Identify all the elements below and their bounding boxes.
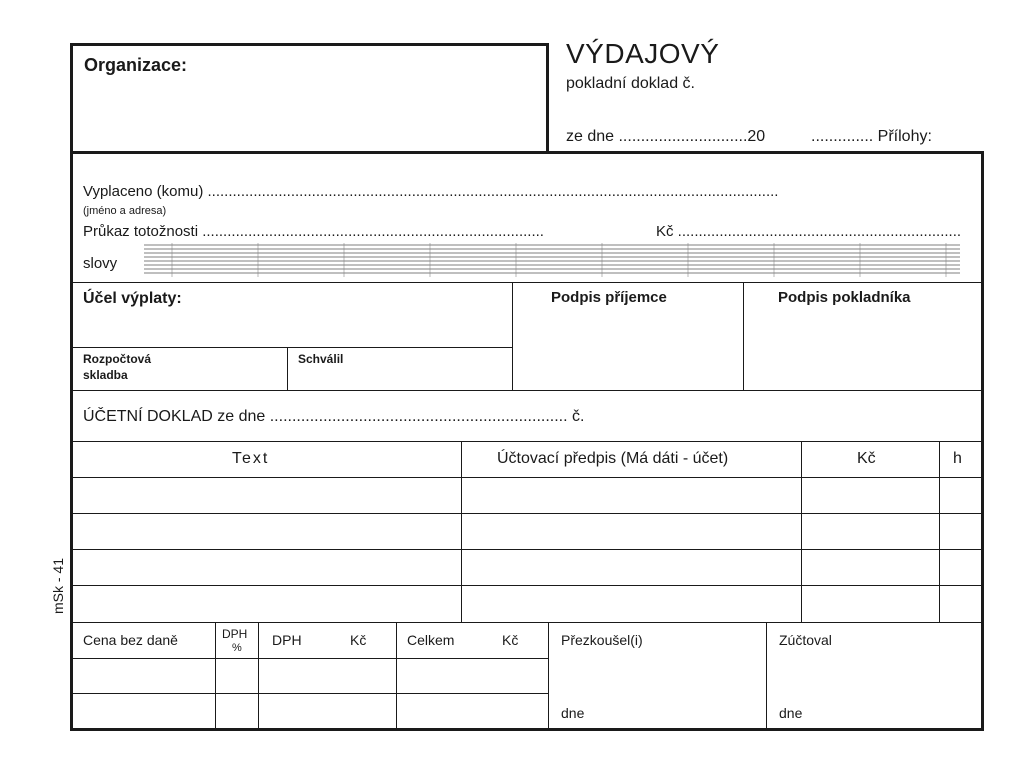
table-row-line bbox=[73, 585, 981, 586]
accounting-doc-line[interactable]: ÚČETNÍ DOKLAD ze dne ................................................................... č. bbox=[83, 408, 585, 425]
divider-signatures bbox=[743, 282, 744, 390]
checked-by-label: Přezkoušel(i) bbox=[561, 632, 643, 648]
footer-col-3 bbox=[396, 622, 397, 728]
price-without-tax-label: Cena bez daně bbox=[83, 632, 178, 648]
divider-budget-approved bbox=[287, 347, 288, 390]
table-col-line-2 bbox=[801, 441, 802, 622]
settled-label: Zúčtoval bbox=[779, 632, 832, 648]
table-col-line-3 bbox=[939, 441, 940, 622]
vat-pct-label-2: % bbox=[232, 642, 242, 654]
amount-field[interactable]: Kč .................................................................... bbox=[656, 223, 962, 240]
footer-row-line bbox=[73, 658, 548, 659]
date-line[interactable]: ze dne .............................20 bbox=[566, 128, 766, 145]
in-words-label: slovy bbox=[83, 255, 118, 272]
vat-label: DPH bbox=[272, 632, 302, 648]
divider-payee bbox=[73, 282, 981, 283]
table-row-line bbox=[73, 549, 981, 550]
table-col-line-1 bbox=[461, 441, 462, 622]
footer-col-4 bbox=[548, 622, 549, 728]
name-address-hint: (jméno a adresa) bbox=[83, 205, 167, 217]
footer-col-5 bbox=[766, 622, 767, 728]
document-title: VÝDAJOVÝ bbox=[566, 38, 720, 69]
table-row-line bbox=[73, 513, 981, 514]
divider-accounting bbox=[73, 390, 981, 391]
table-row-line bbox=[73, 477, 981, 478]
vat-pct-label-1: DPH bbox=[222, 627, 248, 641]
footer-row-line bbox=[73, 693, 548, 694]
divider-table-top bbox=[73, 441, 981, 442]
col-header-czk: Kč bbox=[857, 450, 876, 467]
settled-date-label: dne bbox=[779, 705, 803, 721]
form-code: mSk - 41 bbox=[50, 557, 67, 615]
approved-label: Schválil bbox=[298, 352, 344, 366]
col-header-posting: Účtovací předpis (Má dáti - účet) bbox=[497, 450, 729, 467]
footer-col-1 bbox=[215, 622, 216, 728]
paid-to-field[interactable]: Vyplaceno (komu) ......................................................................................................................................... bbox=[83, 183, 779, 200]
table-bottom-line bbox=[73, 622, 981, 623]
footer-col-2 bbox=[258, 622, 259, 728]
recipient-signature-label: Podpis příjemce bbox=[551, 289, 667, 306]
id-card-field[interactable]: Průkaz totožnosti .................................................................................. bbox=[83, 223, 544, 240]
budget-label-2: skladba bbox=[83, 368, 128, 382]
col-header-text: Text bbox=[232, 450, 270, 467]
total-label: Celkem bbox=[407, 632, 455, 648]
budget-label-1: Rozpočtová bbox=[83, 352, 152, 366]
total-currency-label: Kč bbox=[502, 632, 519, 648]
cashier-signature-label: Podpis pokladníka bbox=[778, 289, 911, 306]
vat-currency-label: Kč bbox=[350, 632, 367, 648]
checked-date-label: dne bbox=[561, 705, 585, 721]
purpose-label: Účel výplaty: bbox=[83, 290, 182, 307]
organization-label: Organizace: bbox=[84, 55, 188, 75]
document-subtitle: pokladní doklad č. bbox=[566, 75, 695, 92]
attachments-line[interactable]: .............. Přílohy: bbox=[811, 128, 932, 145]
in-words-hatch[interactable] bbox=[144, 243, 960, 277]
divider-budget bbox=[73, 347, 512, 348]
col-header-h: h bbox=[953, 450, 962, 467]
divider-purpose-sign bbox=[512, 282, 513, 390]
